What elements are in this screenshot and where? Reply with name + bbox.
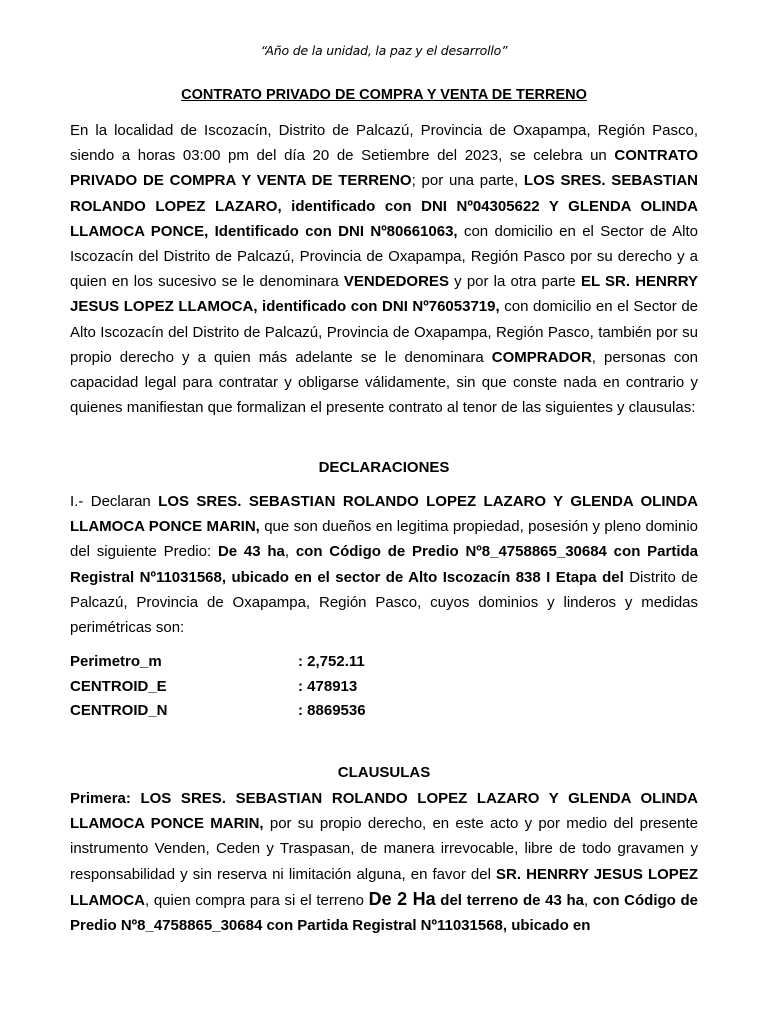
text-run: , quien compra para si el terreno xyxy=(145,891,369,909)
declaraciones-heading: DECLARACIONES xyxy=(318,459,450,476)
bold-text-run: De 43 ha xyxy=(217,543,285,561)
bold-text-run: del terreno de 43 ha xyxy=(435,891,584,909)
bold-text-run: VENDEDORES xyxy=(343,273,449,291)
text-run: ; por una parte, xyxy=(411,172,524,190)
bold-text-run: LOS SRES. SEBASTIAN ROLANDO LOPEZ LAZARO, identificado con DNI Nº04305622 Y GLENDA OLINDA LLAMOCA PONCE, Identificado con DNI Nº80661063, xyxy=(70,172,698,240)
measure-value: : 2,752.11 xyxy=(298,653,365,670)
declaraciones-paragraph xyxy=(70,489,698,640)
text-run: y por la otra parte xyxy=(448,273,581,291)
measure-value: : 478913 xyxy=(298,677,358,695)
bold-text-run: SR. HENRRY JESUS LOPEZ LLAMOCA xyxy=(70,865,698,909)
text-run: I.- Declaran xyxy=(70,493,159,510)
text-run: Distrito de Palcazú, Provincia de Oxapampa, Región Pasco, cuyos dominios y linderos y medidas perimétricas son: xyxy=(70,568,698,637)
text-run: En la localidad de Iscozacín, Distrito de Palcazú, Provincia de Oxapampa, Región Pasco, siendo a horas 03:00 pm del día 20 de Setiembre del 2023, se celebra un xyxy=(70,122,698,165)
measure-row xyxy=(70,678,698,703)
bold-text-run: con Código de Predio Nº8_4758865_30684 con Partida Registral Nº11031568, ubicado en el sector de Alto Iscozacín 838 I Etapa del xyxy=(70,543,698,586)
bold-text-run: De 2 Ha xyxy=(368,888,436,909)
text-run: que son dueños en legitima propiedad, posesión y pleno dominio del siguiente Predio: xyxy=(70,518,698,561)
text-run: , xyxy=(284,543,296,561)
measure-value: : 8869536 xyxy=(298,702,366,719)
measure-row xyxy=(70,702,698,727)
text-run: , personas con capacidad legal para contratar y obligarse válidamente, sin que conste nada en contrario y quienes manifiestan que formalizan el presente contrato al tenor de las siguientes y clausulas: xyxy=(70,348,698,417)
clausulas-heading: CLAUSULAS xyxy=(337,764,431,781)
measure-label: Perimetro_m xyxy=(70,653,162,670)
bold-text-run: LOS SRES. SEBASTIAN ROLANDO LOPEZ LAZARO Y GLENDA OLINDA LLAMOCA PONCE MARIN, xyxy=(70,493,698,536)
bold-text-run: COMPRADOR xyxy=(491,348,592,366)
contract-title: CONTRATO PRIVADO DE COMPRA Y VENTA DE TERRENO xyxy=(181,87,587,103)
primera-clause-paragraph xyxy=(70,786,698,938)
year-motto: “Año de la unidad, la paz y el desarrollo” xyxy=(260,43,508,58)
bold-text-run: Primera: LOS SRES. SEBASTIAN ROLANDO LOPEZ LAZARO Y GLENDA OLINDA LLAMOCA PONCE MARIN, xyxy=(70,790,698,833)
measure-label: CENTROID_N xyxy=(70,702,168,719)
text-run: con domicilio en el Sector de Alto Iscozacín del Distrito de Palcazú, Provincia de Oxapampa, Región Pasco, también por su propio derecho y a quien más adelante se le denominara xyxy=(70,298,699,366)
text-run: con domicilio en el Sector de Alto Iscozacín del Distrito de Palcazú, Provincia de Oxapampa, Región Pasco por su derecho y a quien en los sucesivo se le denominara xyxy=(70,222,699,291)
text-run: , xyxy=(584,891,593,909)
measure-label: CENTROID_E xyxy=(70,677,167,695)
text-run: por su propio derecho, en este acto y por medio del presente instrumento Venden, Ceden y Traspasan, de manera irrevocable, libre de todo gravamen y responsabilidad y sin reserva ni limitación alguna, en favor del xyxy=(70,815,699,883)
measure-row xyxy=(70,653,698,678)
bold-text-run: con Código de Predio Nº8_4758865_30684 con Partida Registral Nº11031568, ubicado en xyxy=(70,891,698,935)
intro-paragraph xyxy=(70,118,698,420)
measures-table xyxy=(70,653,698,727)
bold-text-run: CONTRATO PRIVADO DE COMPRA Y VENTA DE TERRENO xyxy=(70,147,698,190)
bold-text-run: EL SR. HENRRY JESUS LOPEZ LLAMOCA, identificado con DNI Nº76053719, xyxy=(70,273,698,316)
